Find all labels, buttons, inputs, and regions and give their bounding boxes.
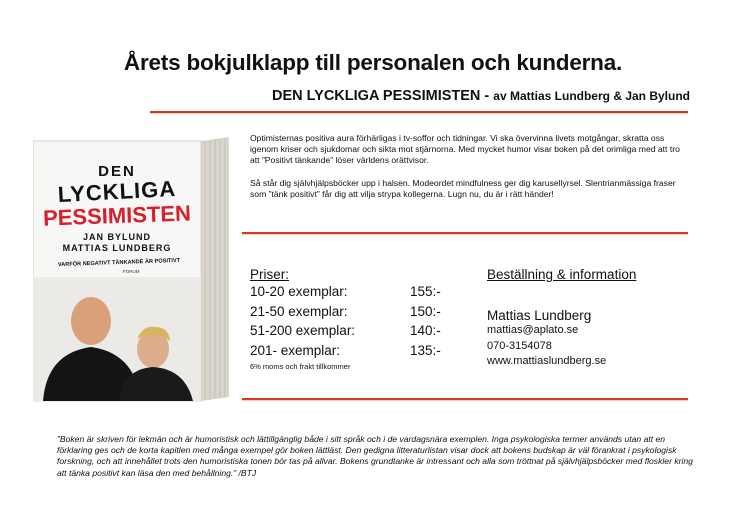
divider-middle bbox=[242, 232, 688, 234]
book-cover-image bbox=[33, 135, 231, 403]
contact-name: Mattias Lundberg bbox=[487, 308, 592, 323]
divider-top bbox=[150, 111, 688, 113]
price-row bbox=[250, 343, 450, 363]
person-left-head bbox=[71, 297, 111, 345]
contact-phone: 070-3154078 bbox=[487, 339, 552, 352]
cover-title-pessimisten: PESSIMISTEN bbox=[42, 200, 192, 231]
cover-title-lyckliga: LYCKLIGA bbox=[57, 175, 177, 208]
price-list-title: Priser: bbox=[250, 267, 290, 282]
price-amount: 150:- bbox=[410, 303, 441, 319]
intro-paragraph-2: Så står dig självhjälpsböcker upp i halsen. Modeordet mindfulness ger dig karusellyrsel. Slentrianmässiga fraser som ”tänk positivt” får dig att vilja strypa kollegerna. Lugn nu, du är i rätt händer! bbox=[250, 177, 676, 199]
price-row bbox=[250, 323, 450, 343]
price-amount: 155:- bbox=[410, 284, 441, 299]
book-title-line bbox=[272, 88, 690, 104]
review-quote: ”Boken är skriven för lekmän och är humoristisk och lättillgänglig både i sitt språk och i de vardagsnära exemplen. Inga psykologiska termer används utan att en förklaring ges och de korta kapitlen med många exempel gör boken lättläst. Den gedigna litteraturlistan visar dock att bokens budskap är väl förankrat i psykologisk forskning, och att innehållet trots den humoristiska tonen bör tas på allvar. Bokens grundtanke är intressant och alla som tröttnat på självhjälpsböcker med floskler kring att tänka positivt kan läsa den med behållning.” /BTJ bbox=[57, 434, 693, 478]
price-row bbox=[250, 304, 450, 324]
price-amount: 140:- bbox=[410, 323, 441, 338]
book-title: DEN LYCKLIGA PESSIMISTEN - bbox=[272, 88, 490, 104]
contact-website[interactable]: www.mattiaslundberg.se bbox=[487, 355, 607, 367]
intro-text bbox=[250, 133, 690, 211]
divider-bottom bbox=[242, 398, 688, 400]
byline: av Mattias Lundberg & Jan Bylund bbox=[493, 89, 690, 103]
price-row bbox=[250, 284, 450, 304]
price-amount: 135:- bbox=[410, 342, 441, 358]
price-quantity: 201- exemplar: bbox=[250, 342, 341, 358]
cover-title-den: DEN bbox=[98, 163, 136, 180]
price-list bbox=[250, 267, 450, 371]
contact-email[interactable]: mattias@aplato.se bbox=[487, 324, 579, 336]
headline: Årets bokjulklapp till personalen och kunderna. bbox=[123, 50, 623, 75]
cover-author-1: JAN BYLUND bbox=[82, 232, 151, 242]
order-info-title: Beställning & information bbox=[487, 267, 637, 282]
cover-author-2: MATTIAS LUNDBERG bbox=[62, 243, 172, 253]
intro-paragraph-1: Optimisternas positiva aura förhärligas i tv-soffor och tidningar. Vi ska övervinna livets motgångar, skratta oss igenom kriser och sjukdomar och sikta mot stjärnorna. Med mycket humor visar boken på det orimliga med att tro att ”Positivt tänkande” löser världens orättvisor. bbox=[250, 133, 680, 166]
cover-subtitle: VARFÖR NEGATIVT TÄNKANDE ÄR POSITIVT bbox=[57, 257, 181, 269]
price-quantity: 51-200 exemplar: bbox=[250, 323, 356, 338]
order-info bbox=[487, 267, 707, 370]
cover-publisher: FORUM bbox=[123, 269, 140, 274]
price-note: 6% moms och frakt tillkommer bbox=[250, 362, 351, 371]
price-quantity: 21-50 exemplar: bbox=[250, 303, 348, 319]
price-quantity: 10-20 exemplar: bbox=[250, 284, 348, 299]
